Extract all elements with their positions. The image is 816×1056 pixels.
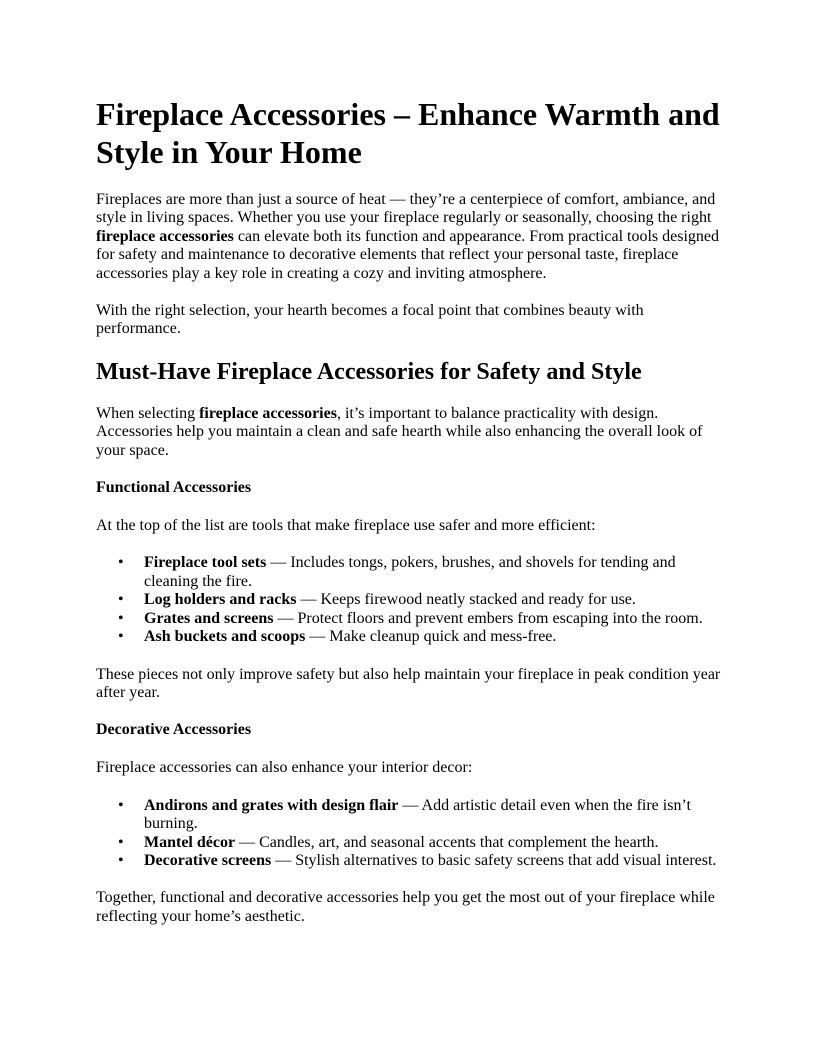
section-keyword: fireplace accessories — [199, 404, 337, 422]
bullet-icon: • — [118, 628, 124, 646]
list-item — [118, 554, 724, 591]
bullet-icon: • — [118, 554, 124, 572]
list-item-text: — Keeps firewood neatly stacked and ready for use. — [296, 591, 636, 609]
page-title: Fireplace Accessories – Enhance Warmth and Style in Your Home — [96, 96, 720, 170]
list-item-text: — Protect floors and prevent embers from escaping into the room. — [273, 609, 703, 627]
intro-text-b: can elevate both its function and appearance. From practical tools designed for safety and maintenance to decorative elements that reflect your personal taste, fireplace accessories play a key role in creating a cozy and inviting atmosphere. — [96, 227, 720, 282]
section-text-a: When selecting — [96, 404, 200, 422]
list-item-term: Decorative screens — [144, 851, 272, 869]
list-item-term: Grates and screens — [144, 609, 274, 627]
functional-intro: At the top of the list are tools that make fireplace use safer and more efficient: — [96, 517, 596, 535]
functional-heading: Functional Accessories — [96, 479, 252, 497]
bullet-icon: • — [118, 609, 124, 627]
list-item-text: — Make cleanup quick and mess-free. — [305, 628, 557, 646]
list-item — [118, 833, 724, 852]
decorative-list — [96, 797, 724, 871]
document-page — [96, 95, 724, 945]
bullet-icon: • — [118, 833, 124, 851]
bullet-icon: • — [118, 851, 124, 869]
list-item — [118, 609, 724, 628]
intro-keyword: fireplace accessories — [96, 227, 234, 245]
functional-outro: These pieces not only improve safety but also help maintain your fireplace in peak condition year after year. — [96, 665, 721, 701]
bullet-icon: • — [118, 591, 124, 609]
list-item-term: Ash buckets and scoops — [144, 628, 306, 646]
decorative-heading: Decorative Accessories — [96, 721, 252, 739]
intro-text-a: Fireplaces are more than just a source of heat — they’re a centerpiece of comfort, ambiance, and style in living spaces. Whether you use your fireplace regularly or seasonally, choosing the right — [96, 191, 716, 227]
list-item-text: — Stylish alternatives to basic safety screens that add visual interest. — [271, 851, 717, 869]
list-item — [118, 796, 724, 834]
decorative-outro: Together, functional and decorative accessories help you get the most out of your fireplace while reflecting your home’s aesthetic. — [96, 889, 715, 925]
list-item — [118, 851, 724, 870]
functional-list — [96, 554, 724, 646]
section-heading: Must-Have Fireplace Accessories for Safety and Style — [96, 358, 642, 385]
bullet-icon: • — [118, 796, 124, 814]
list-item-term: Andirons and grates with design flair — [144, 796, 399, 814]
list-item-text: — Add artistic detail even when the fire isn’t burning. — [144, 796, 691, 833]
section-text-b: , it’s important to balance practicality with design. Accessories help you maintain a clean and safe hearth while also enhancing the overall look of your space. — [96, 404, 703, 459]
list-item-text: — Candles, art, and seasonal accents that complement the hearth. — [235, 833, 659, 851]
list-item-term: Fireplace tool sets — [144, 554, 267, 572]
intro-paragraph-2: With the right selection, your hearth becomes a focal point that combines beauty with performance. — [96, 302, 644, 338]
decorative-intro: Fireplace accessories can also enhance your interior decor: — [96, 759, 473, 777]
intro-paragraph-1 — [96, 191, 724, 283]
section-paragraph — [96, 405, 724, 460]
list-item — [118, 591, 724, 609]
list-item — [118, 628, 724, 646]
list-item-term: Mantel décor — [144, 833, 236, 851]
list-item-text: — Includes tongs, pokers, brushes, and shovels for tending and cleaning the fire. — [144, 554, 676, 590]
list-item-term: Log holders and racks — [144, 591, 297, 609]
